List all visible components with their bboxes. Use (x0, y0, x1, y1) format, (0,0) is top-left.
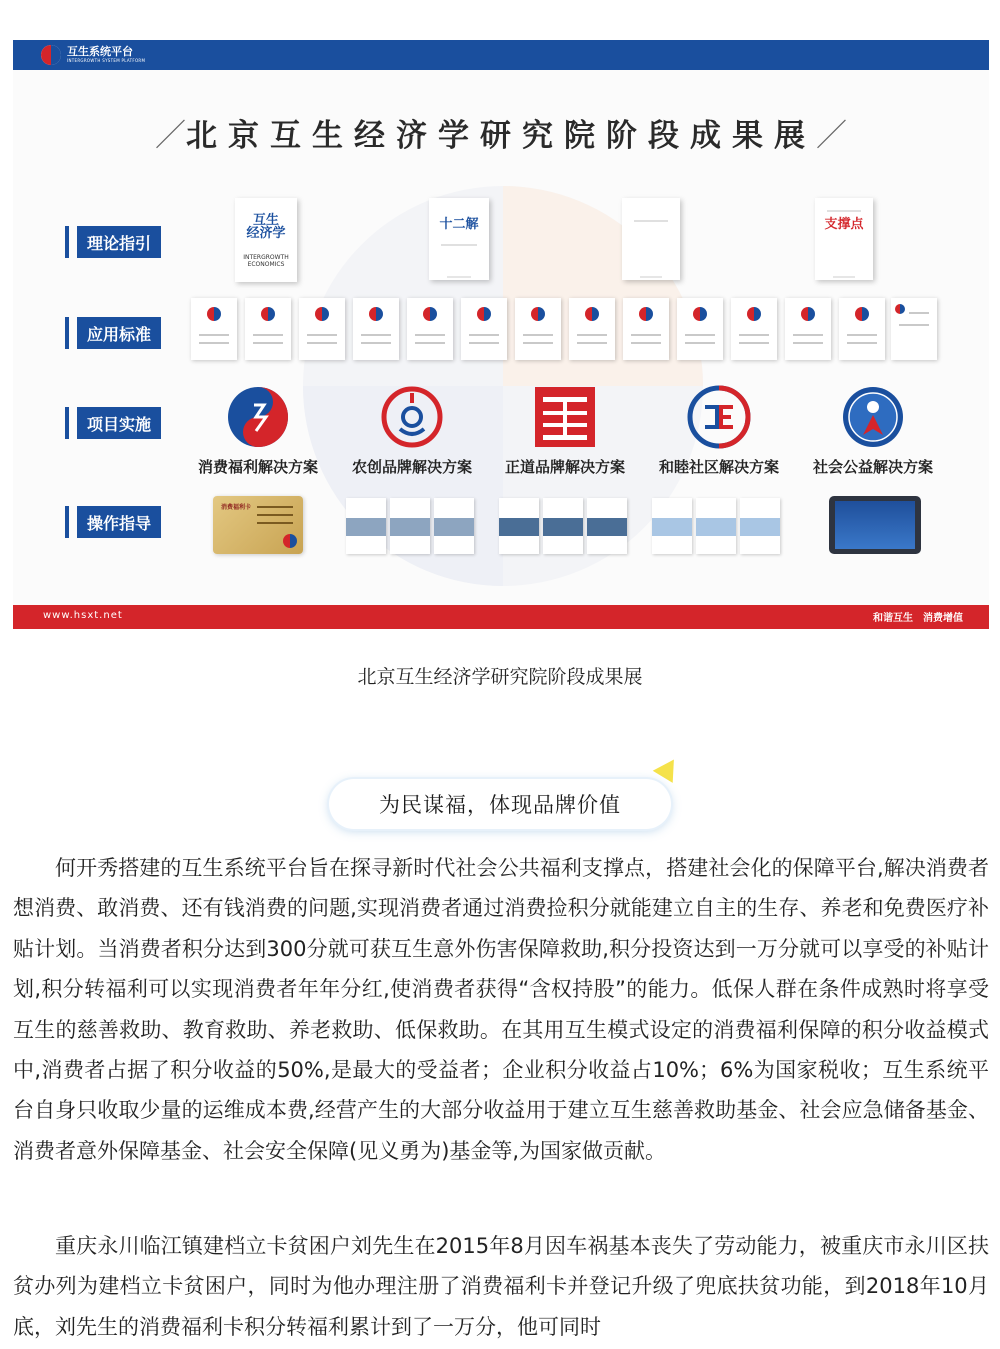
article-paragraph: 重庆永川临江镇建档立卡贫困户刘先生在2015年8月因车祸基本丧失了劳动能力，被重庆市永川区扶贫办列为建档立卡贫困户，同时为他办理注册了消费福利卡并登记升级了兜底扶贫功能，到2018年10月底，刘先生的消费福利卡积分转福利累计到了一万分，他可同时 (13, 1234, 989, 1339)
harmony-community-icon (687, 385, 751, 449)
project-label: 社会公益解决方案 (812, 458, 933, 476)
operation-manual-thumb (390, 498, 430, 554)
standard-book (891, 298, 937, 360)
section-heading: 为民谋福，体现品牌价值 (329, 779, 671, 829)
consumer-welfare-icon (226, 385, 290, 449)
standard-book (407, 298, 453, 360)
standard-book (461, 298, 507, 360)
poster-header-bar (13, 40, 989, 70)
standard-book (191, 298, 237, 360)
operation-manual-thumb (652, 498, 692, 554)
brand (41, 44, 145, 66)
row-label-standard: 应用标准 (65, 316, 161, 350)
achievement-poster (13, 40, 989, 629)
standard-book (353, 298, 399, 360)
standard-book (569, 298, 615, 360)
website-url: www.hsxt.net (43, 610, 123, 621)
brand-subtitle: INTERGROWTH SYSTEM PLATFORM (67, 58, 146, 63)
brand-logo-icon (41, 45, 61, 65)
operation-manual-thumb (587, 498, 627, 554)
standard-book (515, 298, 561, 360)
brand-name: 互生系统平台 (67, 45, 133, 58)
book-theory-3 (622, 198, 680, 280)
book-twelve-solutions: 十二解 (429, 198, 489, 280)
standard-book (623, 298, 669, 360)
row-label-project: 项目实施 (65, 406, 161, 440)
standard-book (245, 298, 291, 360)
operation-manual-thumb (434, 498, 474, 554)
standard-book (299, 298, 345, 360)
row-label-operation: 操作指导 (65, 505, 161, 539)
slogan: 和谐互生 消费增值 (873, 613, 963, 624)
operation-manual-thumb (543, 498, 583, 554)
consumer-welfare-card-image: 消费福利卡 (213, 496, 303, 554)
tablet-app-image (829, 496, 921, 554)
project-label: 正道品牌解决方案 (504, 458, 625, 476)
operation-manual-thumb (499, 498, 539, 554)
book-intergrowth-economics: 互生 经济学 INTERGROWTH ECONOMICS (235, 198, 297, 282)
operation-manual-thumb (740, 498, 780, 554)
agricultural-brand-icon (380, 385, 444, 449)
project-label: 农创品牌解决方案 (351, 458, 472, 476)
article-paragraph: 何开秀搭建的互生系统平台旨在探寻新时代社会公共福利支撑点，搭建社会化的保障平台,解决消费者想消费、敢消费、还有钱消费的问题,实现消费者通过消费捡积分就能建立自主的生存、养老和免费医疗补贴计划。当消费者积分达到300分就可获互生意外伤害保障救助,积分投资达到一万分就可以享受的补贴计划,积分转福利可以实现消费者年年分红,使消费者获得“含权持股”的能力。低保人群在条件成熟时将享受互生的慈善救助、教育救助、养老救助、低保救助。在其用互生模式设定的消费福利保障的积分收益模式中,消费者占据了积分收益的50%,是最大的受益者；企业积分收益占10%；6%为国家税收；互生系统平台自身只收取少量的运维成本费,经营产生的大部分收益用于建立互生慈善救助基金、社会应急储备基金、消费者意外保障基金、社会安全保障(见义勇为)基金等,为国家做贡献。 (13, 856, 989, 1163)
integrity-brand-icon (533, 385, 597, 449)
public-welfare-icon (841, 385, 905, 449)
book-support-point: 支撑点 (815, 198, 873, 280)
project-label: 消费福利解决方案 (197, 458, 318, 476)
image-caption: 北京互生经济学研究院阶段成果展 (357, 666, 643, 688)
poster-footer-bar (13, 605, 989, 629)
poster-title: ／北京互生经济学研究院阶段成果展／ (155, 118, 847, 154)
operation-manual-thumb (696, 498, 736, 554)
standard-book (731, 298, 777, 360)
standard-book (677, 298, 723, 360)
project-label: 和睦社区解决方案 (658, 458, 779, 476)
row-label-theory: 理论指引 (65, 225, 161, 259)
standard-book (839, 298, 885, 360)
operation-manual-thumb (346, 498, 386, 554)
standard-book (785, 298, 831, 360)
